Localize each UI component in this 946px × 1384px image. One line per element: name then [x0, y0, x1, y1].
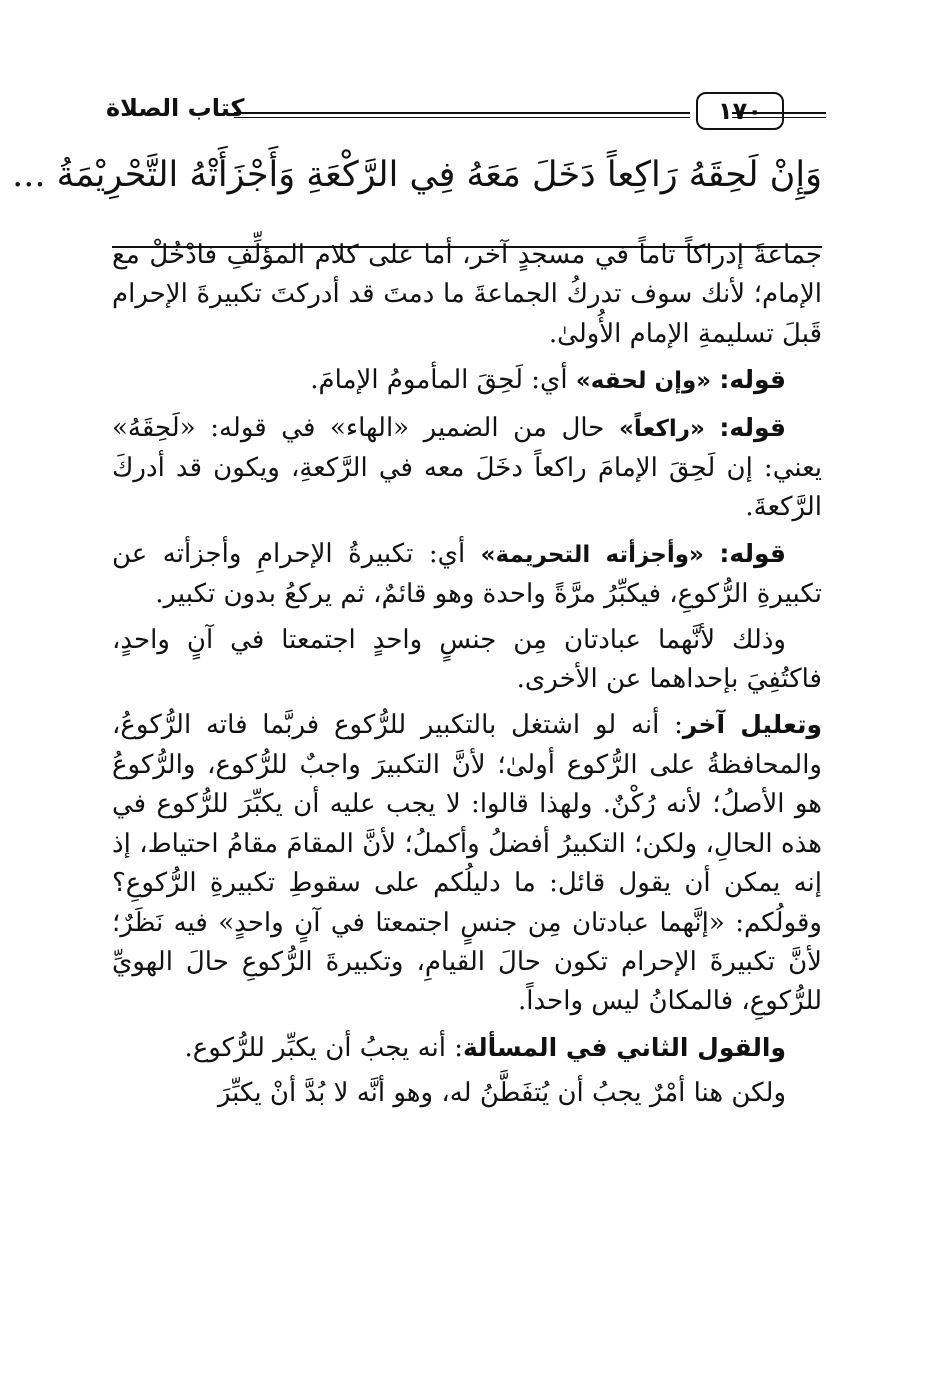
paragraph-text: : أنه يجبُ أن يكبِّر للرُّكوع.	[184, 1032, 464, 1063]
book-title: كتاب الصلاة	[106, 94, 245, 122]
quoted-phrase: «وإن لحقه»	[575, 368, 712, 395]
lead-label: قوله:	[719, 412, 787, 442]
lead-label: والقول الثاني في المسألة	[463, 1032, 786, 1062]
lead-label: قوله:	[719, 365, 786, 395]
matn-text: وَإِنْ لَحِقَهُ رَاكِعاً دَخَلَ مَعَهُ فِي الرَّكْعَةِ وَأَجْزَأَتْهُ التَّحْرِيْمَةُ ...	[12, 155, 822, 195]
paragraph-text: أي: تكبيرةُ الإحرامِ وأجزأته عن تكبيرةِ الرُّكوعِ، فيكبِّرُ مرَّةً واحدة وهو قائمٌ، ثم يركعُ بدون تكبير.	[112, 538, 822, 610]
paragraph-text: : أنه لو اشتغل بالتكبير للرُّكوع فربَّما فاته الرُّكوعُ، والمحافظةُ على الرُّكوع أولىٰ؛ لأنَّ التكبيرَ واجبٌ للرُّكوع، والرُّكوعُ هو الأصلُ؛ لأنه رُكْنٌ. ولهذا قالوا: لا يجب عليه أن يكبِّرَ للرُّكوع في هذه الحالِ، ولكن؛ التكبيرُ أفضلُ وأكملُ؛ لأنَّ المقامَ مقامُ احتياط، إذ إنه يمكن أن يقول قائل: ما دليلُكم على سقوطِ تكبيرةِ الرُّكوعِ؟ وقولُكم: «إنَّهما عبادتان مِن جنسٍ اجتمعتا في آنٍ واحدٍ» فيه نَظَرٌ؛ لأنَّ تكبيرةَ الإحرام تكون حالَ القيامِ، وتكبيرةَ الرُّكوعِ حالَ الهويِّ للرُّكوعِ، فالمكانُ ليس واحداً.	[112, 710, 822, 1017]
commentary	[112, 236, 822, 1114]
paragraph-text: أي: لَحِقَ المأمومُ الإمامَ.	[310, 365, 576, 396]
paragraph-7	[112, 1028, 822, 1068]
paragraph-6	[112, 705, 822, 1021]
paragraph-2	[112, 360, 822, 401]
paragraph-1: جماعةً إدراكاً تاماً في مسجدٍ آخر، أما على كلام المؤلِّفِ فادْخُلْ مع الإمام؛ لأنك سوف تدركُ الجماعةَ ما دمتَ قد أدركتَ تكبيرةَ الإحرام قَبلَ تسليمةِ الإمام الأُولىٰ.	[112, 240, 822, 349]
paragraph-5: وذلك لأنَّهما عبادتان مِن جنسٍ واحدٍ اجتمعتا في آنٍ واحدٍ، فاكتُفِيَ بإحداهما عن الأخرى.	[112, 624, 822, 695]
paragraph-3	[112, 408, 822, 528]
page-number: ١٧٠	[696, 92, 784, 130]
header-rule-left	[234, 112, 690, 118]
paragraph-text: حال من الضمير «الهاء» في قوله: «لَحِقَهُ» يعني: إن لَحِقَ الإمامَ راكعاً دخَلَ معه في الرَّكعةِ، ويكون قد أدركَ الرَّكعةَ.	[112, 412, 822, 523]
running-header	[106, 92, 826, 136]
lead-label: وتعليل آخر	[682, 710, 823, 740]
lead-label: قوله:	[719, 538, 786, 568]
paragraph-8: ولكن هنا أمْرٌ يجبُ أن يُتفَطَّنُ له، وهو أنَّه لا بُدَّ أنْ يكبِّرَ	[217, 1078, 786, 1109]
quoted-phrase: «وأجزأته التحريمة»	[480, 541, 704, 568]
paragraph-4	[112, 534, 822, 615]
header-rule-right	[732, 112, 826, 118]
quoted-phrase: «راكعاً»	[618, 415, 705, 442]
